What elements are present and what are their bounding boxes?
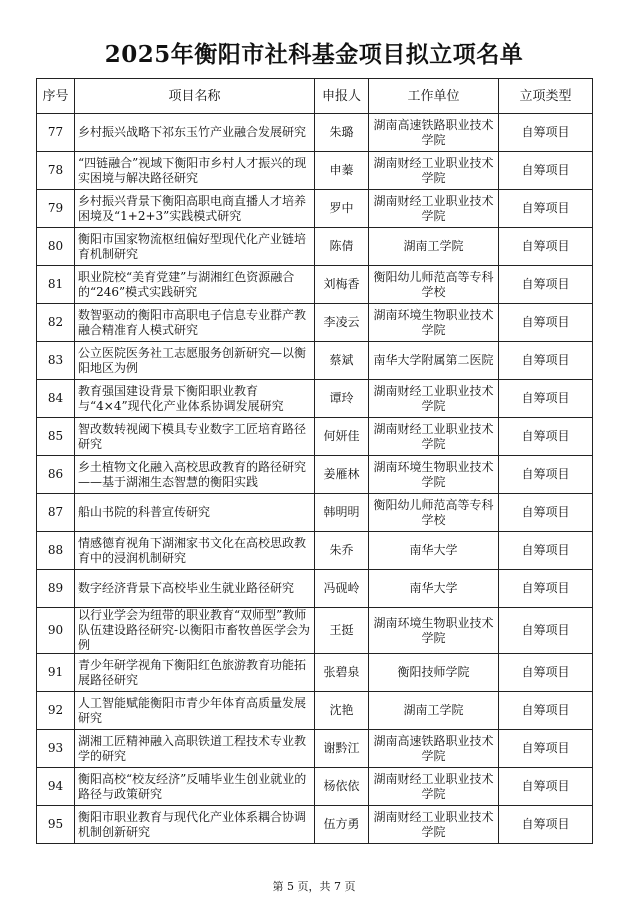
- table-row: [37, 768, 593, 806]
- cell-number: 93: [37, 730, 75, 768]
- cell-number: 81: [37, 266, 75, 304]
- cell-number: 95: [37, 806, 75, 844]
- cell-work-unit: 南华大学附属第二医院: [369, 342, 499, 380]
- cell-number: 92: [37, 692, 75, 730]
- cell-work-unit: 湖南高速铁路职业技术学院: [369, 730, 499, 768]
- table-row: [37, 304, 593, 342]
- cell-number: 87: [37, 494, 75, 532]
- cell-project-name: 青少年研学视角下衡阳红色旅游教育功能拓展路径研究: [75, 654, 315, 692]
- cell-project-type: 自筹项目: [499, 768, 593, 806]
- cell-work-unit: 衡阳技师学院: [369, 654, 499, 692]
- cell-project-name: 船山书院的科普宣传研究: [75, 494, 315, 532]
- cell-work-unit: 湖南环境生物职业技术学院: [369, 456, 499, 494]
- cell-applicant: 李凌云: [315, 304, 369, 342]
- table-row: [37, 570, 593, 608]
- cell-applicant: 刘梅香: [315, 266, 369, 304]
- cell-project-type: 自筹项目: [499, 418, 593, 456]
- cell-applicant: 伍方勇: [315, 806, 369, 844]
- cell-number: 89: [37, 570, 75, 608]
- table-row: [37, 692, 593, 730]
- cell-project-type: 自筹项目: [499, 380, 593, 418]
- table-row: [37, 532, 593, 570]
- cell-work-unit: 衡阳幼儿师范高等专科学校: [369, 494, 499, 532]
- cell-project-type: 自筹项目: [499, 570, 593, 608]
- cell-number: 94: [37, 768, 75, 806]
- cell-number: 86: [37, 456, 75, 494]
- cell-project-type: 自筹项目: [499, 730, 593, 768]
- cell-number: 88: [37, 532, 75, 570]
- cell-applicant: 王挺: [315, 608, 369, 654]
- cell-number: 78: [37, 152, 75, 190]
- table-row: [37, 152, 593, 190]
- cell-project-name: 人工智能赋能衡阳市青少年体育高质量发展研究: [75, 692, 315, 730]
- column-header-name: 项目名称: [75, 79, 315, 114]
- cell-work-unit: 湖南财经工业职业技术学院: [369, 380, 499, 418]
- table-row: [37, 190, 593, 228]
- cell-work-unit: 湖南工学院: [369, 692, 499, 730]
- cell-applicant: 沈艳: [315, 692, 369, 730]
- table-row: [37, 266, 593, 304]
- cell-project-type: 自筹项目: [499, 456, 593, 494]
- column-header-type: 立项类型: [499, 79, 593, 114]
- cell-project-type: 自筹项目: [499, 654, 593, 692]
- column-header-unit: 工作单位: [369, 79, 499, 114]
- cell-project-name: 公立医院医务社工志愿服务创新研究—以衡阳地区为例: [75, 342, 315, 380]
- cell-applicant: 杨依依: [315, 768, 369, 806]
- cell-number: 85: [37, 418, 75, 456]
- table-row: [37, 456, 593, 494]
- cell-project-type: 自筹项目: [499, 152, 593, 190]
- column-header-person: 申报人: [315, 79, 369, 114]
- table-row: [37, 494, 593, 532]
- cell-applicant: 陈倩: [315, 228, 369, 266]
- page-number: 第 5 页，共 7 页: [272, 880, 356, 893]
- cell-project-name: 衡阳市国家物流枢纽偏好型现代化产业链培育机制研究: [75, 228, 315, 266]
- column-header-no: 序号: [37, 79, 75, 114]
- cell-applicant: 朱璐: [315, 114, 369, 152]
- cell-work-unit: 衡阳幼儿师范高等专科学校: [369, 266, 499, 304]
- cell-project-name: 数字经济背景下高校毕业生就业路径研究: [75, 570, 315, 608]
- cell-project-type: 自筹项目: [499, 190, 593, 228]
- table-header-row: [37, 79, 593, 114]
- cell-applicant: 姜雁林: [315, 456, 369, 494]
- cell-project-type: 自筹项目: [499, 494, 593, 532]
- cell-project-type: 自筹项目: [499, 692, 593, 730]
- cell-applicant: 韩明明: [315, 494, 369, 532]
- cell-work-unit: 湖南财经工业职业技术学院: [369, 418, 499, 456]
- cell-project-name: 乡村振兴战略下祁东玉竹产业融合发展研究: [75, 114, 315, 152]
- cell-work-unit: 湖南财经工业职业技术学院: [369, 806, 499, 844]
- cell-work-unit: 湖南财经工业职业技术学院: [369, 190, 499, 228]
- cell-work-unit: 南华大学: [369, 532, 499, 570]
- cell-work-unit: 湖南高速铁路职业技术学院: [369, 114, 499, 152]
- cell-number: 84: [37, 380, 75, 418]
- cell-work-unit: 湖南环境生物职业技术学院: [369, 608, 499, 654]
- cell-project-type: 自筹项目: [499, 114, 593, 152]
- cell-project-type: 自筹项目: [499, 806, 593, 844]
- cell-project-name: “四链融合”视域下衡阳市乡村人才振兴的现实困境与解决路径研究: [75, 152, 315, 190]
- cell-project-name: 衡阳高校“校友经济”反哺毕业生创业就业的路径与政策研究: [75, 768, 315, 806]
- cell-project-name: 情感德育视角下湖湘家书文化在高校思政教育中的浸润机制研究: [75, 532, 315, 570]
- cell-number: 91: [37, 654, 75, 692]
- cell-number: 83: [37, 342, 75, 380]
- cell-project-name: 湖湘工匠精神融入高职铁道工程技术专业教学的研究: [75, 730, 315, 768]
- cell-applicant: 张碧泉: [315, 654, 369, 692]
- cell-project-name: 乡土植物文化融入高校思政教育的路径研究——基于湖湘生态智慧的衡阳实践: [75, 456, 315, 494]
- cell-project-name: 衡阳市职业教育与现代化产业体系耦合协调机制创新研究: [75, 806, 315, 844]
- cell-number: 90: [37, 608, 75, 654]
- cell-work-unit: 南华大学: [369, 570, 499, 608]
- cell-applicant: 谭玲: [315, 380, 369, 418]
- cell-work-unit: 湖南财经工业职业技术学院: [369, 152, 499, 190]
- page-title: 2025年衡阳市社科基金项目拟立项名单: [104, 41, 524, 68]
- cell-project-type: 自筹项目: [499, 266, 593, 304]
- cell-applicant: 朱乔: [315, 532, 369, 570]
- cell-project-type: 自筹项目: [499, 304, 593, 342]
- cell-applicant: 蔡斌: [315, 342, 369, 380]
- cell-applicant: 谢黔江: [315, 730, 369, 768]
- cell-applicant: 何妍佳: [315, 418, 369, 456]
- table-row: [37, 380, 593, 418]
- table-row: [37, 654, 593, 692]
- cell-project-name: 乡村振兴背景下衡阳高职电商直播人才培养困境及“1+2+3”实践模式研究: [75, 190, 315, 228]
- cell-applicant: 申蓁: [315, 152, 369, 190]
- table-row: [37, 806, 593, 844]
- cell-number: 82: [37, 304, 75, 342]
- cell-project-name: 数智驱动的衡阳市高职电子信息专业群产教融合精准育人模式研究: [75, 304, 315, 342]
- table-row: [37, 342, 593, 380]
- cell-applicant: 罗中: [315, 190, 369, 228]
- cell-number: 79: [37, 190, 75, 228]
- cell-project-type: 自筹项目: [499, 532, 593, 570]
- table-row: [37, 418, 593, 456]
- cell-number: 77: [37, 114, 75, 152]
- cell-project-type: 自筹项目: [499, 342, 593, 380]
- table-body: [37, 114, 593, 844]
- table-row: [37, 114, 593, 152]
- cell-project-type: 自筹项目: [499, 608, 593, 654]
- cell-project-name: 智改数转视阈下模具专业数字工匠培育路径研究: [75, 418, 315, 456]
- cell-work-unit: 湖南环境生物职业技术学院: [369, 304, 499, 342]
- cell-project-name: 教育强国建设背景下衡阳职业教育与“4×4”现代化产业体系协调发展研究: [75, 380, 315, 418]
- cell-project-type: 自筹项目: [499, 228, 593, 266]
- table-row: [37, 608, 593, 654]
- cell-applicant: 冯砚岭: [315, 570, 369, 608]
- cell-number: 80: [37, 228, 75, 266]
- cell-project-name: 以行业学会为纽带的职业教育“双师型”教师队伍建设路径研究-以衡阳市畜牧兽医学会为例: [75, 608, 315, 654]
- table-row: [37, 730, 593, 768]
- project-table: [36, 78, 593, 844]
- cell-work-unit: 湖南财经工业职业技术学院: [369, 768, 499, 806]
- cell-project-name: 职业院校“美育党建”与湖湘红色资源融合的“246”模式实践研究: [75, 266, 315, 304]
- cell-work-unit: 湖南工学院: [369, 228, 499, 266]
- table-row: [37, 228, 593, 266]
